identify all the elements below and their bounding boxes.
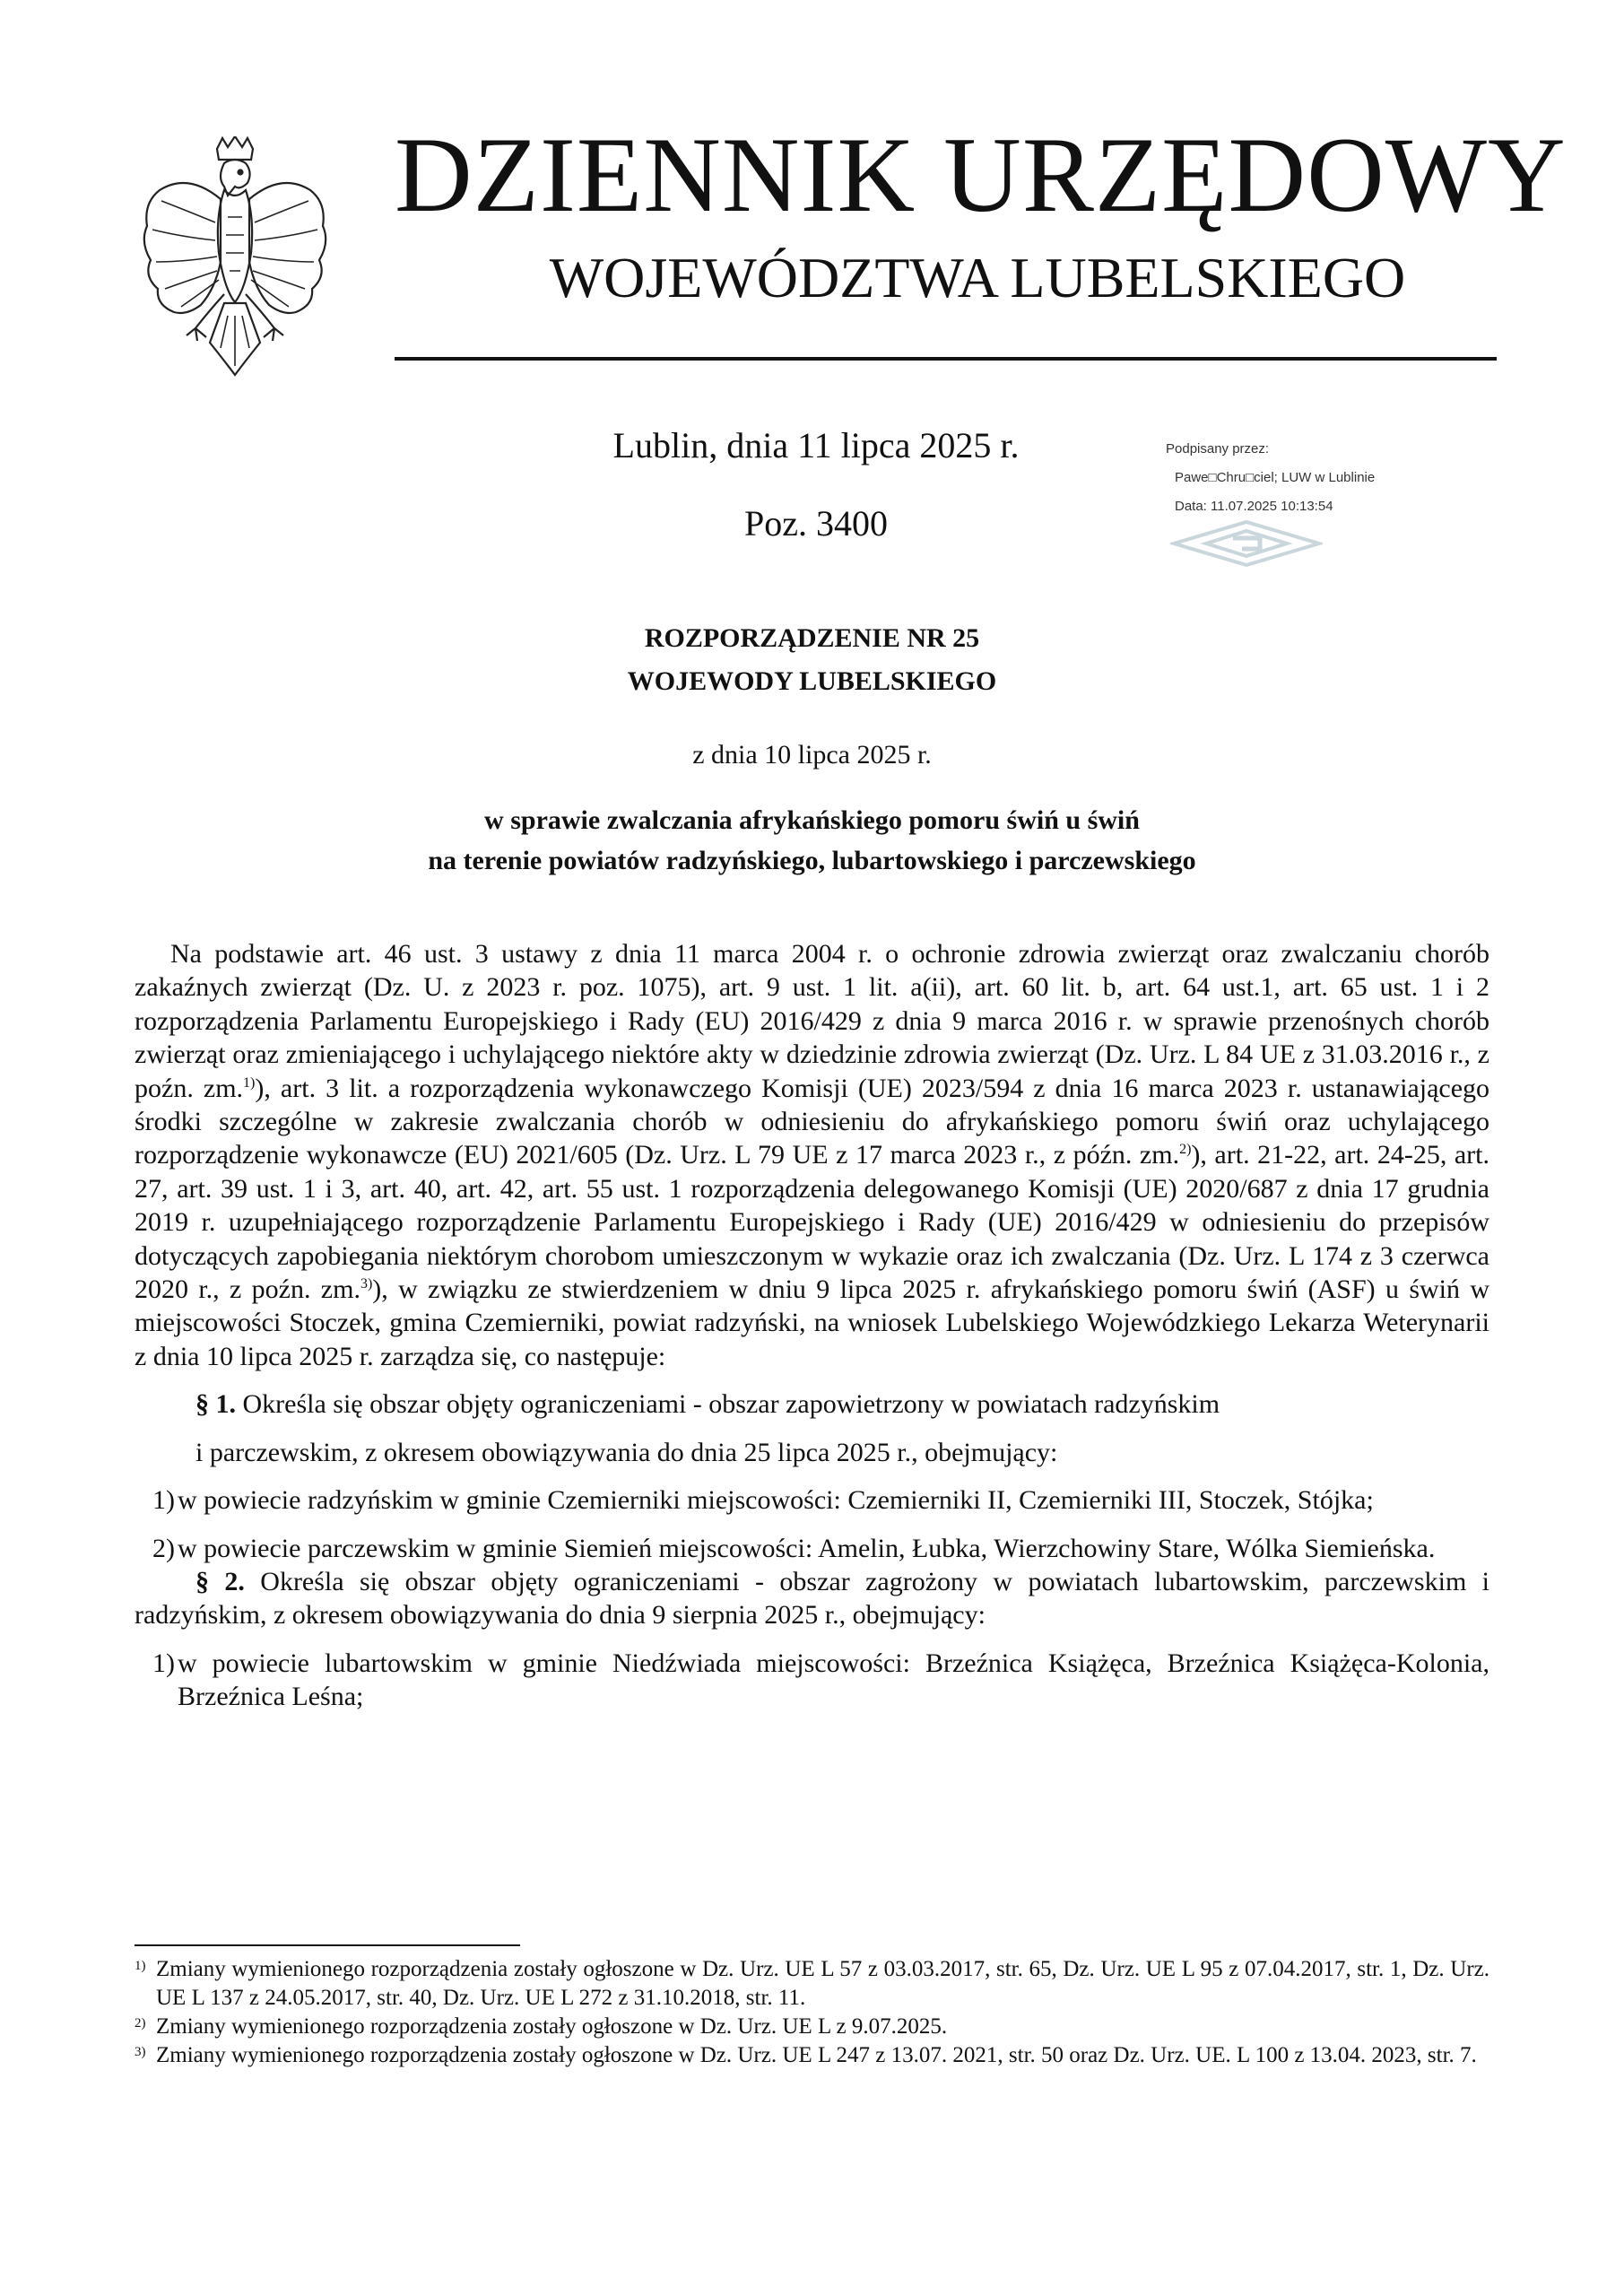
footnote-divider — [135, 1944, 520, 1946]
act-issuer: WOJEWODY LUBELSKIEGO — [627, 666, 997, 696]
signature-label: Podpisany przez: — [1166, 441, 1270, 457]
section-2: § 2. Określa się obszar objęty ograniczeniami - obszar zagrożony w powiatach lubartowskim, parczewskim i radzyńskim, z okresem obowiązywania do dnia 9 sierpnia 2025 r., obejmujący: — [135, 1566, 1490, 1631]
position-number: Poz. 3400 — [744, 503, 888, 544]
regulation-body — [135, 937, 1489, 1714]
publication-date: Lublin, dnia 11 lipca 2025 r. — [612, 425, 1020, 465]
signature-date: Data: 11.07.2025 10:13:54 — [1175, 499, 1333, 514]
list-item: 1) w powiecie radzyńskim w gminie Czemierniki miejscowości: Czemierniki II, Czemierniki III, Stoczek, Stójka; — [152, 1485, 1374, 1516]
section-1-mark: § 1. — [195, 1389, 236, 1420]
white-eagle-emblem-icon — [135, 136, 336, 387]
footnote-ref-3: 3) — [360, 1276, 373, 1292]
digital-signature-stamp — [1166, 439, 1507, 574]
act-date: z dnia 10 lipca 2025 r. — [692, 740, 932, 770]
masthead-subtitle: WOJEWÓDZTWA LUBELSKIEGO — [549, 246, 1406, 309]
list-item: 1) w powiecie lubartowskim w gminie Niedźwiada miejscowości: Brzeźnica Książęca, Brzeźnica Książęca-Kolonia, Brzeźnica Leśna; — [152, 1648, 1489, 1712]
section-2-mark: § 2. — [195, 1566, 245, 1596]
act-heading: ROZPORZĄDZENIE NR 25 — [644, 623, 980, 653]
footnote-ref-1: 1) — [243, 1074, 256, 1091]
section-1-continuation: i parczewskim, z okresem obowiązywania do dnia 25 lipca 2025 r., obejmujący: — [195, 1437, 1058, 1467]
preamble-paragraph: Na podstawie art. 46 ust. 3 ustawy z dnia 11 marca 2004 r. o ochronie zdrowia zwierząt oraz zwalczaniu chorób zakaźnych zwierząt (Dz. U. z 2023 r. poz. 1075), art. 9 ust. 1 lit. a(ii), art. 60 lit. b, art. 64 ust.1, art. 65 ust. 1 i 2 rozporządzenia Parlamentu Europejskiego i Rady (EU) 2016/429 z dnia 9 marca 2016 r. w sprawie przenośnych chorób zwierząt oraz zmieniającego i uchylającego niektóre akty w dziedzinie zdrowia zwierząt (Dz. Urz. L 84 UE z 31.03.2016 r., z poźn. zm.$^{1)}$), art. 3 lit. a rozporządzenia wykonawczego Komisji (UE) 2023/594 z dnia 16 marca 2023 r. ustanawiającego środki szczególne w zakresie zwalczania chorób w odniesieniu do afrykańskiego pomoru świń oraz uchylającego rozporządzenie wykonawcze (EU) 2021/605 (Dz. Urz. L 79 UE z 17 marca 2023 r., z późn. zm.$^{2)}$), art. 21-22, art. 24-25, art. 27, art. 39 ust. 1 i 3, art. 40, art. 42, art. 55 ust. 1 rozporządzenia delegowanego Komisji (UE) 2020/687 z dnia 17 grudnia 2019 r. uzupełniającego rozporządzenie Parlamentu Europejskiego i Rady (UE) 2016/429 w odniesieniu do przepisów dotyczących zapobiegania niektórym chorobom umieszczonym w wykazie oraz ich zwalczania (Dz. Urz. L 174 z 3 czerwca 2020 r., z poźn. zm.$^{3)}$), w związku ze stwierdzeniem w dniu 9 lipca 2025 r. afrykańskiego pomoru świń (ASF) u świń w miejscowości Stoczek, gmina Czemierniki, powiat radzyński, na wniosek Lubelskiego Wojewódzkiego Lekarza Weterynarii z dnia 10 lipca 2025 r. zarządza się, co następuje: — [135, 939, 1490, 1371]
footnotes — [135, 1955, 1489, 2070]
footnote-3: 3) Zmiany wymienionego rozporządzenia zostały ogłoszone w Dz. Urz. UE L 247 z 13.07. 2021, str. 50 oraz Dz. Urz. UE. L 100 z 13.04. 2023, str. 7. — [135, 2043, 1477, 2067]
list-item: 2) w powiecie parczewskim w gminie Siemień miejscowości: Amelin, Łubka, Wierzchowiny Stare, Wólka Siemieńska. — [152, 1533, 1436, 1563]
signature-seal-icon — [1170, 518, 1323, 569]
footnote-ref-2: 2) — [1179, 1142, 1192, 1158]
footnote-1: 1) Zmiany wymienionego rozporządzenia zostały ogłoszone w Dz. Urz. UE L 57 z 03.03.2017, str. 65, Dz. Urz. UE L 95 z 07.04.2017, str. 1, Dz. Urz. UE L 137 z 24.05.2017, str. 40, Dz. Urz. UE L 272 z 31.10.2018, str. 11. — [135, 1957, 1489, 2010]
act-subject-line-1: w sprawie zwalczania afrykańskiego pomoru świń u świń — [484, 805, 1140, 835]
masthead-divider — [395, 357, 1497, 361]
section-1: § 1. Określa się obszar objęty ograniczeniami - obszar zapowietrzony w powiatach radzyńskim — [195, 1389, 1220, 1420]
masthead-title: DZIENNIK URZĘDOWY — [395, 115, 1567, 234]
signature-signer: Pawe□Chru□ciel; LUW w Lublinie — [1175, 470, 1376, 485]
footnote-2: 2) Zmiany wymienionego rozporządzenia zostały ogłoszone w Dz. Urz. UE L z 9.07.2025. — [135, 2014, 948, 2039]
act-subject-line-2: na terenie powiatów radzyńskiego, lubartowskiego i parczewskiego — [428, 846, 1196, 875]
